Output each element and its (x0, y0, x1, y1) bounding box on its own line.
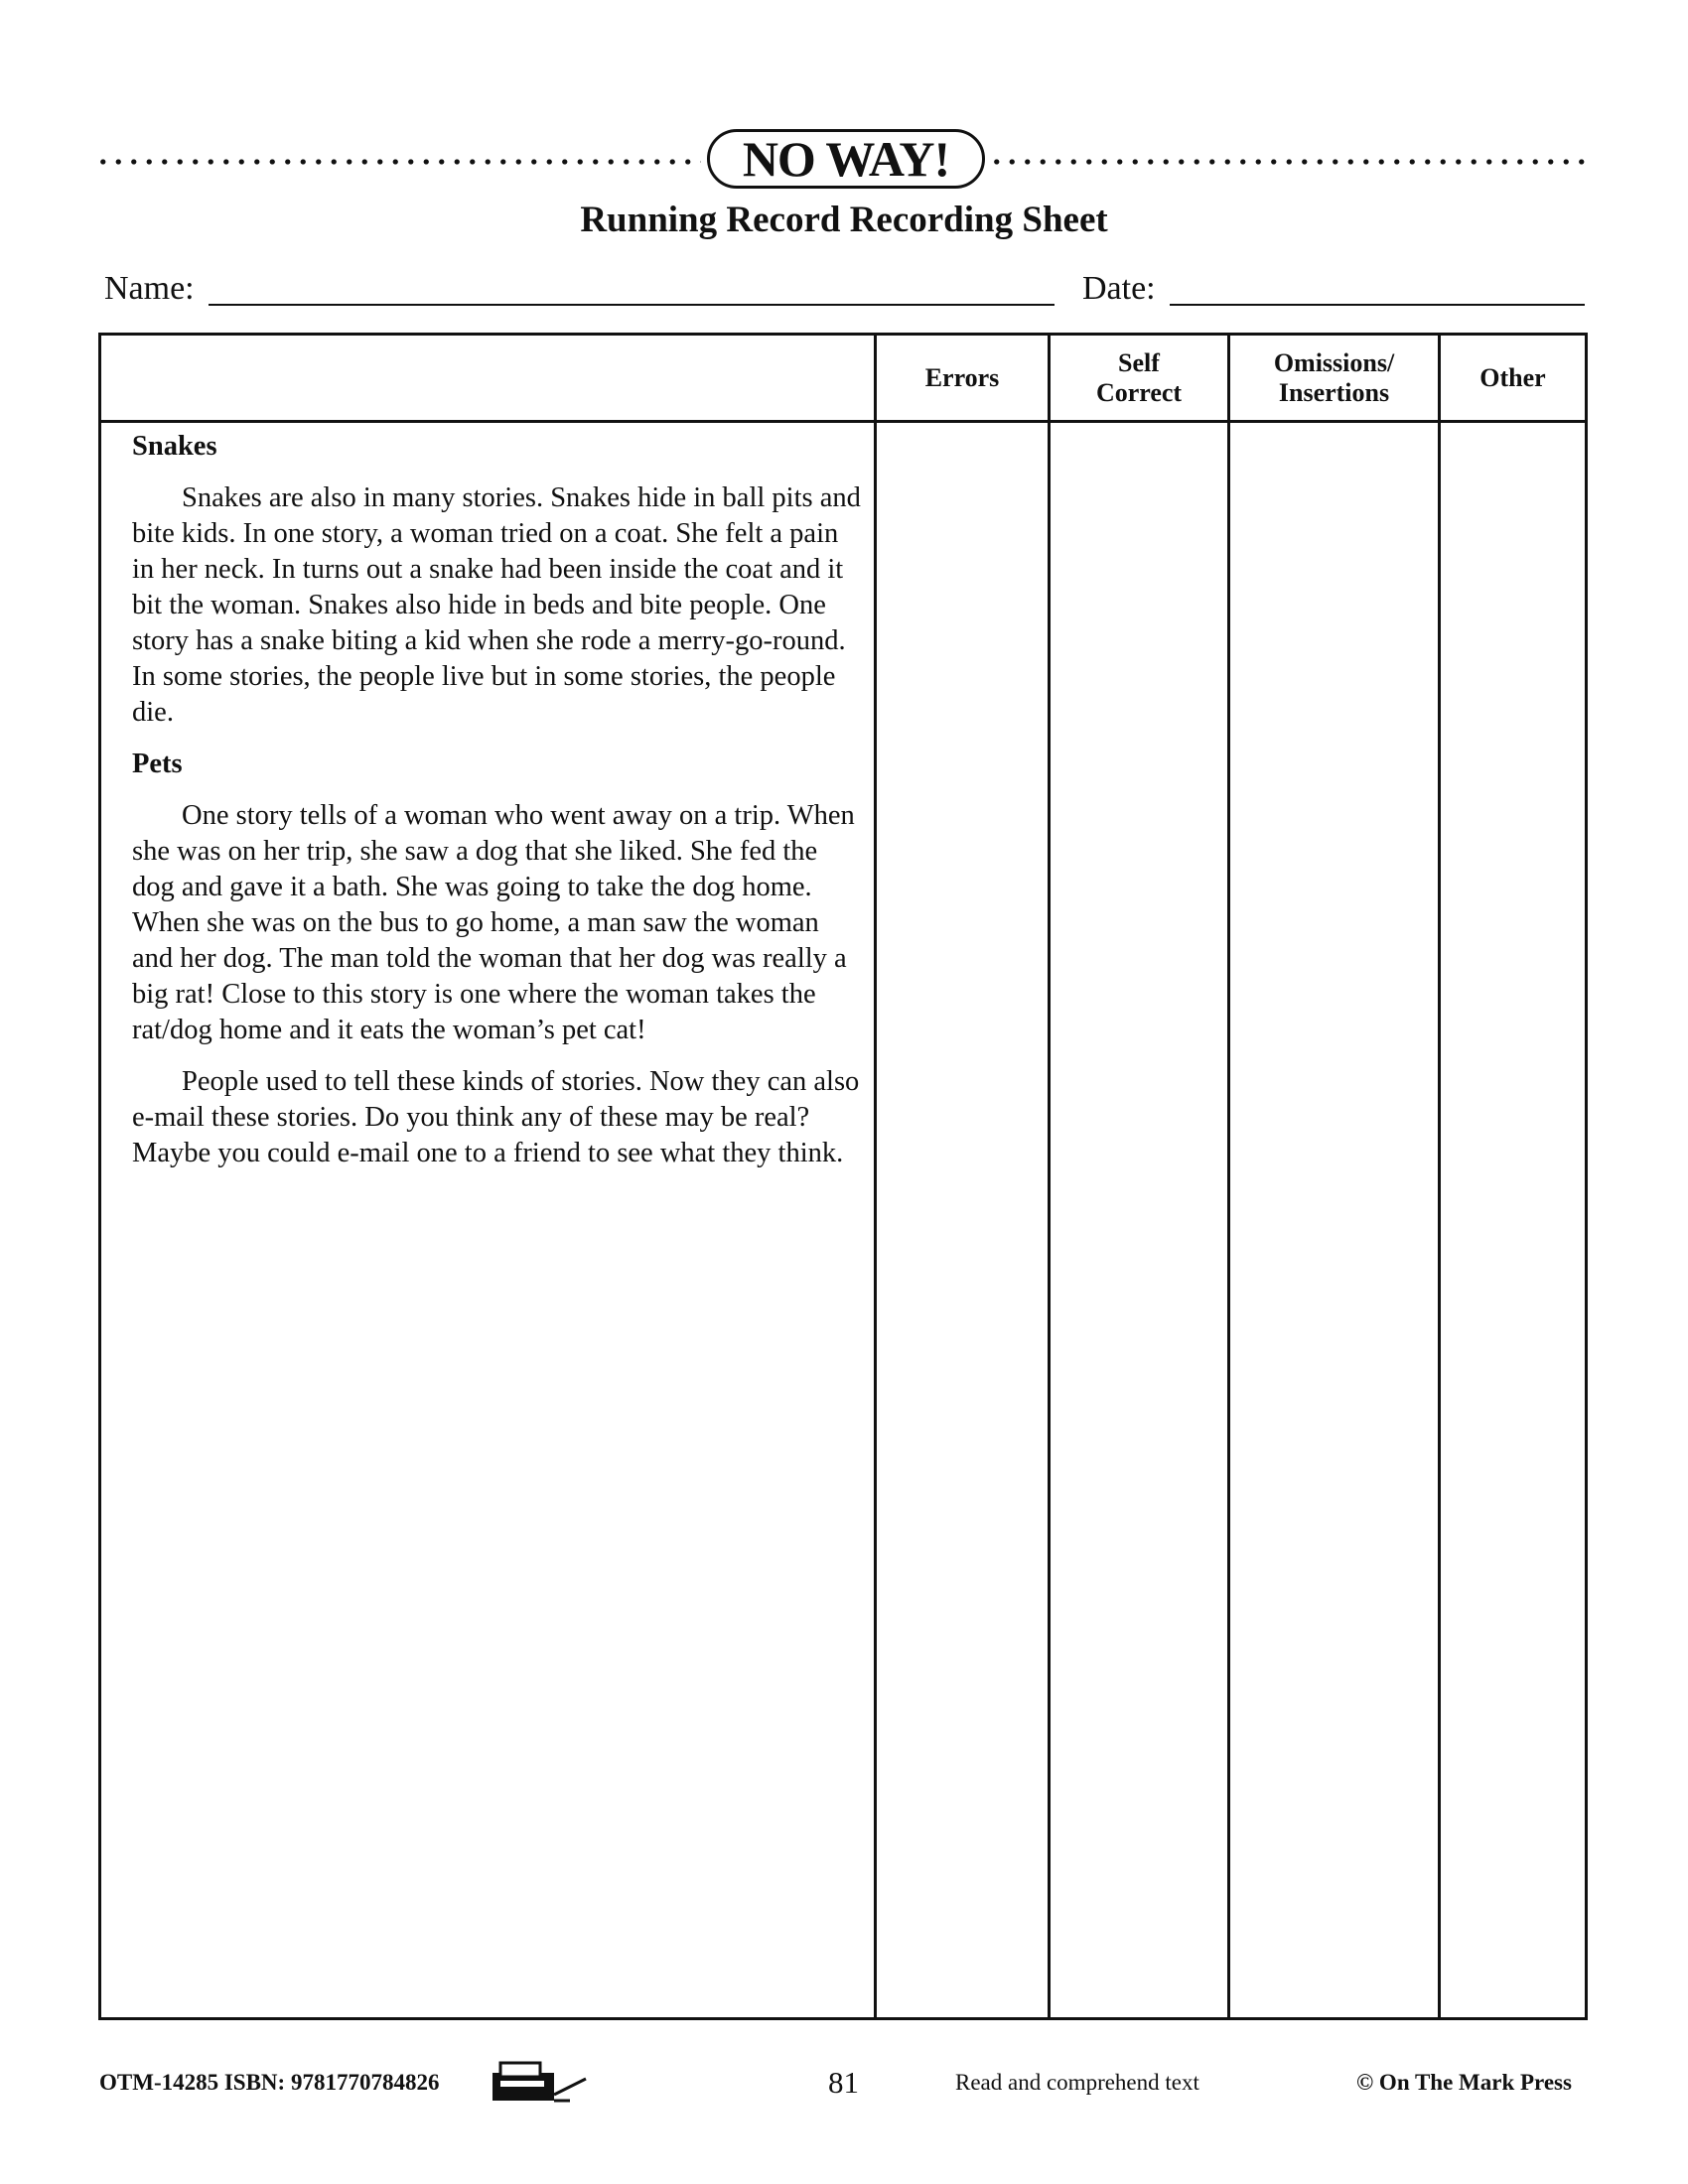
passage-paragraph: Snakes are also in many stories. Snakes hide in ball pits and bite kids. In one story, a woman tried on a coat. She felt a pain in her neck. In turns out a snake had been inside the coat and it bit the woman. Snakes also hide in beds and bite people. One story has a snake biting a kid when she rode a merry-go-round. In some stories, the people live but in some stories, the people die. (132, 482, 861, 728)
column-divider (874, 336, 877, 2017)
reading-passage (132, 429, 867, 1187)
column-divider (1227, 336, 1230, 2017)
banner-title: NO WAY! (707, 129, 985, 189)
dotted-rule-left (95, 159, 701, 165)
footer-product-code: OTM-14285 ISBN: 9781770784826 (99, 2070, 440, 2095)
date-label: Date: (1082, 270, 1156, 307)
section-heading-pets: Pets (132, 749, 183, 779)
footer-copyright: © On The Mark Press (1356, 2070, 1572, 2095)
printer-icon (491, 2055, 590, 2105)
name-label: Name: (104, 270, 195, 307)
date-field[interactable] (1170, 304, 1585, 306)
banner (95, 129, 1593, 193)
column-divider (1048, 336, 1051, 2017)
footer-skill: Read and comprehend text (955, 2070, 1199, 2095)
passage-paragraph: People used to tell these kinds of stories. Now they can also e-mail these stories. Do you think any of these may be real? Maybe you could e-mail one to a friend to see what they think. (132, 1066, 860, 1168)
column-header-self-correct: Self Correct (1095, 347, 1183, 407)
column-header-omissions-insertions: Omissions/ Insertions (1273, 347, 1395, 407)
header-divider (101, 420, 1585, 423)
sheet-title: Running Record Recording Sheet (580, 200, 1108, 240)
section-heading-snakes: Snakes (132, 431, 217, 462)
dotted-rule-right (989, 159, 1593, 165)
column-header-errors: Errors (924, 362, 1000, 392)
column-divider (1438, 336, 1441, 2017)
page-number: 81 (828, 2065, 859, 2100)
name-field[interactable] (209, 304, 1055, 306)
column-header-other: Other (1479, 362, 1546, 392)
passage-paragraph: One story tells of a woman who went away on a trip. When she was on her trip, she saw a dog that she liked. She fed the dog and gave it a bath. She was going to take the dog home. When she was on the bus to go home, a man saw the woman and her dog. The man told the woman that her dog was really a big rat! Close to this story is one where the woman takes the rat/dog home and it eats the woman’s pet cat! (132, 800, 855, 1045)
